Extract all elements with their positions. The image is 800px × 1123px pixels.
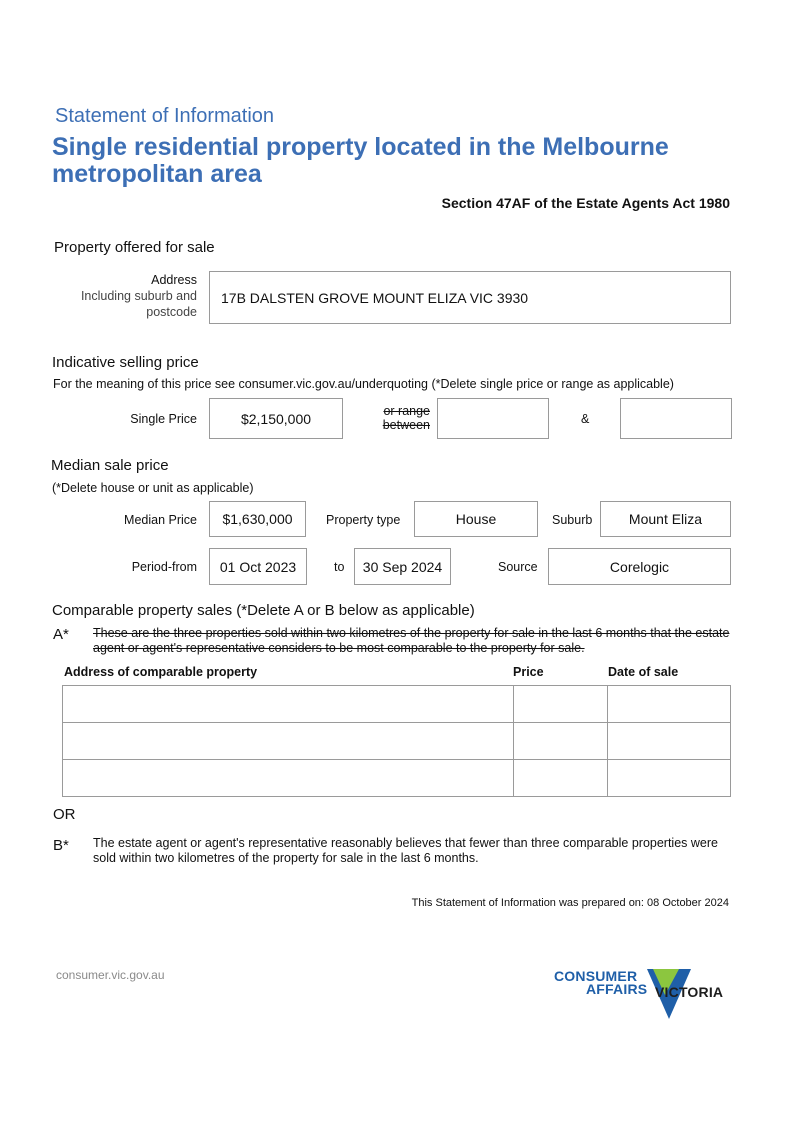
prepared-date: This Statement of Information was prepared on: 08 October 2024 [411, 897, 729, 909]
address-label-group [60, 272, 197, 320]
comparable-price-cell[interactable] [514, 686, 608, 723]
option-a-text: These are the three properties sold within two kilometres of the property for sale in the last 6 months that the estate agent or agent's representative considers to be most comparable to the property for sale. [93, 626, 730, 655]
address-field[interactable] [209, 271, 731, 324]
property-type-value: House [455, 511, 497, 527]
address-sublabel: Including suburb and postcode [80, 289, 197, 319]
section-title-property: Property offered for sale [54, 239, 215, 256]
period-to-label: to [334, 560, 345, 574]
col-header-price: Price [513, 665, 544, 679]
comparable-address-cell[interactable] [63, 686, 514, 723]
median-note: (*Delete house or unit as applicable) [52, 481, 254, 495]
suburb-label: Suburb [552, 513, 593, 527]
single-price-label: Single Price [130, 412, 197, 426]
comparable-address-cell[interactable] [63, 760, 514, 797]
table-row [63, 686, 731, 723]
logo-text-affairs: AFFAIRS [586, 981, 648, 997]
indicative-note: For the meaning of this price see consumer.vic.gov.au/underquoting (*Delete single price or range as applicable) [53, 377, 674, 391]
single-price-value: $2,150,000 [240, 410, 312, 427]
comparable-price-cell[interactable] [514, 760, 608, 797]
source-field[interactable] [548, 548, 731, 585]
range-to-field[interactable] [620, 398, 732, 439]
suburb-field[interactable] [600, 501, 731, 537]
address-label: Address [151, 273, 197, 287]
comparable-date-cell[interactable] [608, 723, 731, 760]
or-separator: OR [53, 806, 76, 823]
period-to-value: 30 Sep 2024 [362, 558, 443, 575]
period-from-label: Period-from [131, 560, 197, 574]
option-a-marker: A* [53, 626, 69, 643]
logo-text-victoria: VICTORIA [655, 984, 724, 1000]
act-reference: Section 47AF of the Estate Agents Act 1980 [441, 195, 730, 211]
option-b-text: The estate agent or agent's representative reasonably believes that fewer than three comparable properties were sold within two kilometres of the property for sale in the last 6 months. [93, 836, 718, 865]
period-to-field[interactable] [354, 548, 451, 585]
property-type-field[interactable] [414, 501, 538, 537]
source-value: Corelogic [609, 558, 670, 575]
section-title-indicative: Indicative selling price [52, 354, 199, 371]
comparable-address-cell[interactable] [63, 723, 514, 760]
address-value: 17B DALSTEN GROVE MOUNT ELIZA VIC 3930 [221, 289, 529, 306]
range-from-field[interactable] [437, 398, 549, 439]
consumer-affairs-victoria-logo [553, 965, 733, 1020]
suburb-value: Mount Eliza [628, 511, 703, 527]
period-from-field[interactable] [209, 548, 307, 585]
comparable-table [62, 685, 731, 797]
median-price-label: Median Price [124, 513, 197, 527]
source-label: Source [498, 560, 538, 574]
median-price-field[interactable] [209, 501, 306, 537]
comparable-date-cell[interactable] [608, 760, 731, 797]
table-row [63, 723, 731, 760]
col-header-date: Date of sale [608, 665, 679, 679]
range-label-line2: between [382, 418, 430, 432]
option-b-marker: B* [53, 837, 69, 854]
section-title-comparable: Comparable property sales (*Delete A or B below as applicable) [52, 602, 475, 619]
property-type-label: Property type [326, 513, 401, 527]
document-type: Statement of Information [55, 105, 275, 127]
table-row [63, 760, 731, 797]
footer-website: consumer.vic.gov.au [56, 968, 165, 982]
range-label [348, 404, 430, 432]
logo-text-consumer: CONSUMER [554, 968, 638, 984]
range-ampersand: & [581, 412, 590, 426]
period-from-value: 01 Oct 2023 [219, 558, 297, 575]
range-label-line1: or range [383, 404, 430, 418]
comparable-price-cell[interactable] [514, 723, 608, 760]
comparable-date-cell[interactable] [608, 686, 731, 723]
section-title-median: Median sale price [51, 457, 169, 474]
single-price-field[interactable] [209, 398, 343, 439]
median-price-value: $1,630,000 [222, 511, 293, 527]
page-title: Single residential property located in the Melbourne metropolitan area [52, 133, 669, 188]
col-header-address: Address of comparable property [64, 665, 258, 679]
